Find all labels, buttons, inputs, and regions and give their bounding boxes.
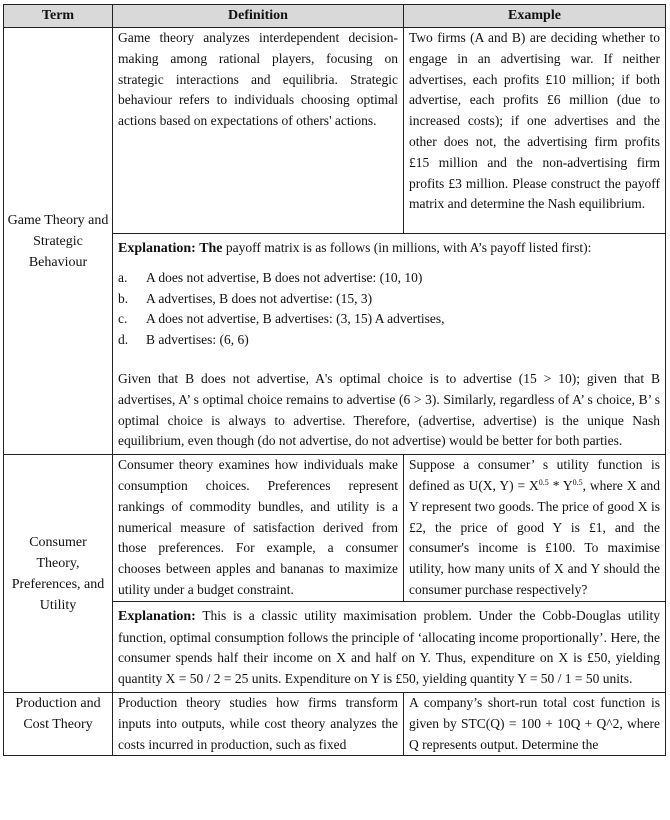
list-marker: a. [118, 269, 128, 285]
list-text: A advertises, B does not advertise: (15, 3) [146, 290, 373, 306]
example-text: * Y [548, 477, 573, 493]
table-header-row [4, 5, 666, 28]
explanation-conclusion: Given that B does not advertise, A's optimal choice is to advertise (15 > 10); given that B advertises, A’ s optimal choice remains to advertise (6 > 3). Similarly, regardless of A’ s choice, B’ s optimal choice is always to advertise. Therefore, (advertise, advertise) is the unique Nash equilibrium, even though (do not advertise, do not advertise) would be better for both parties. [118, 370, 660, 449]
list-text: B advertises: (6, 6) [146, 332, 249, 348]
list-item [118, 309, 660, 330]
definition-cell: Game theory analyzes interdependent decision-making among rational players, focusing on strategic interactions and equilibria. Strategic behaviour refers to individuals choosing optimal actions based on expectations of others' actions. [113, 28, 404, 234]
header-definition: Definition [113, 5, 404, 28]
definition-cell: Production theory studies how firms transform inputs into outputs, while cost theory analyzes the costs incurred in production, such as fixed [113, 692, 404, 755]
explanation-cell [113, 234, 666, 455]
list-marker: d. [118, 332, 129, 348]
list-item [118, 268, 660, 289]
list-text: A does not advertise, B advertises: (3, 15) A advertises, [146, 311, 445, 327]
example-cell: Two firms (A and B) are deciding whether to engage in an advertising war. If neither advertises, each profits £10 million; if both advertise, each profits £6 million (due to increased costs); if one advertises and the other does not, the advertising firm profits £15 million and the non-advertising firm profits £3 million. Please construct the payoff matrix and determine the Nash equilibrium. [404, 28, 666, 234]
payoff-list [118, 268, 660, 351]
list-marker: b. [118, 290, 129, 306]
list-text: A does not advertise, B does not advertise: (10, 10) [146, 269, 423, 285]
term-cell: Game Theory and Strategic Behaviour [4, 28, 113, 455]
explanation-cell [113, 601, 666, 692]
term-cell: Production and Cost Theory [4, 692, 113, 755]
exponent: 0.5 [572, 477, 583, 487]
table-row [4, 455, 666, 602]
explanation-intro-text: payoff matrix is as follows (in millions, with A’s payoff listed first): [225, 240, 592, 255]
list-item [118, 330, 660, 351]
example-cell: A company’s short-run total cost function is given by STC(Q) = 100 + 10Q + Q^2, where Q represents output. Determine the [404, 692, 666, 755]
list-marker: c. [118, 311, 128, 327]
term-cell: Consumer Theory, Preferences, and Utility [4, 455, 113, 693]
header-term: Term [4, 5, 113, 28]
explanation-label: Explanation: [118, 608, 196, 624]
explanation-label: Explanation: [118, 241, 196, 256]
table-row [4, 28, 666, 234]
definition-cell: Consumer theory examines how individuals make consumption choices. Preferences represent rankings of commodity bundles, and utility is a numerical measure of satisfaction derived from those preferences. For example, a consumer chooses between apples and bananas to maximize utility under a budget constraint. [113, 455, 404, 602]
example-text: , where X and Y represent two goods. The price of good X is £2, the price of good Y is £1, and the consumer's income is £100. To maximise utility, how many units of X and Y should the consumer purchase respectively? [409, 477, 660, 597]
header-example: Example [404, 5, 666, 28]
explanation-text: This is a classic utility maximisation problem. Under the Cobb-Douglas utility function, optimal consumption follows the principle of ‘allocating income proportionally’. Here, the consumer spends half their income on X and half on Y. Thus, expenditure on X is £50, yielding quantity X = 50 / 2 = 25 units. Expenditure on Y is £50, yielding quantity Y = 50 / 1 = 50 units. [118, 607, 660, 687]
explanation-intro [118, 238, 660, 260]
example-text: Suppose a consumer’ s utility function is defined as U(X, Y) = X [409, 457, 660, 493]
example-cell [404, 455, 666, 602]
table-row [4, 692, 666, 755]
explanation-body [118, 606, 660, 690]
explanation-lead: The [199, 241, 223, 256]
exponent: 0.5 [538, 477, 549, 487]
terms-table [3, 4, 666, 756]
list-item [118, 289, 660, 310]
